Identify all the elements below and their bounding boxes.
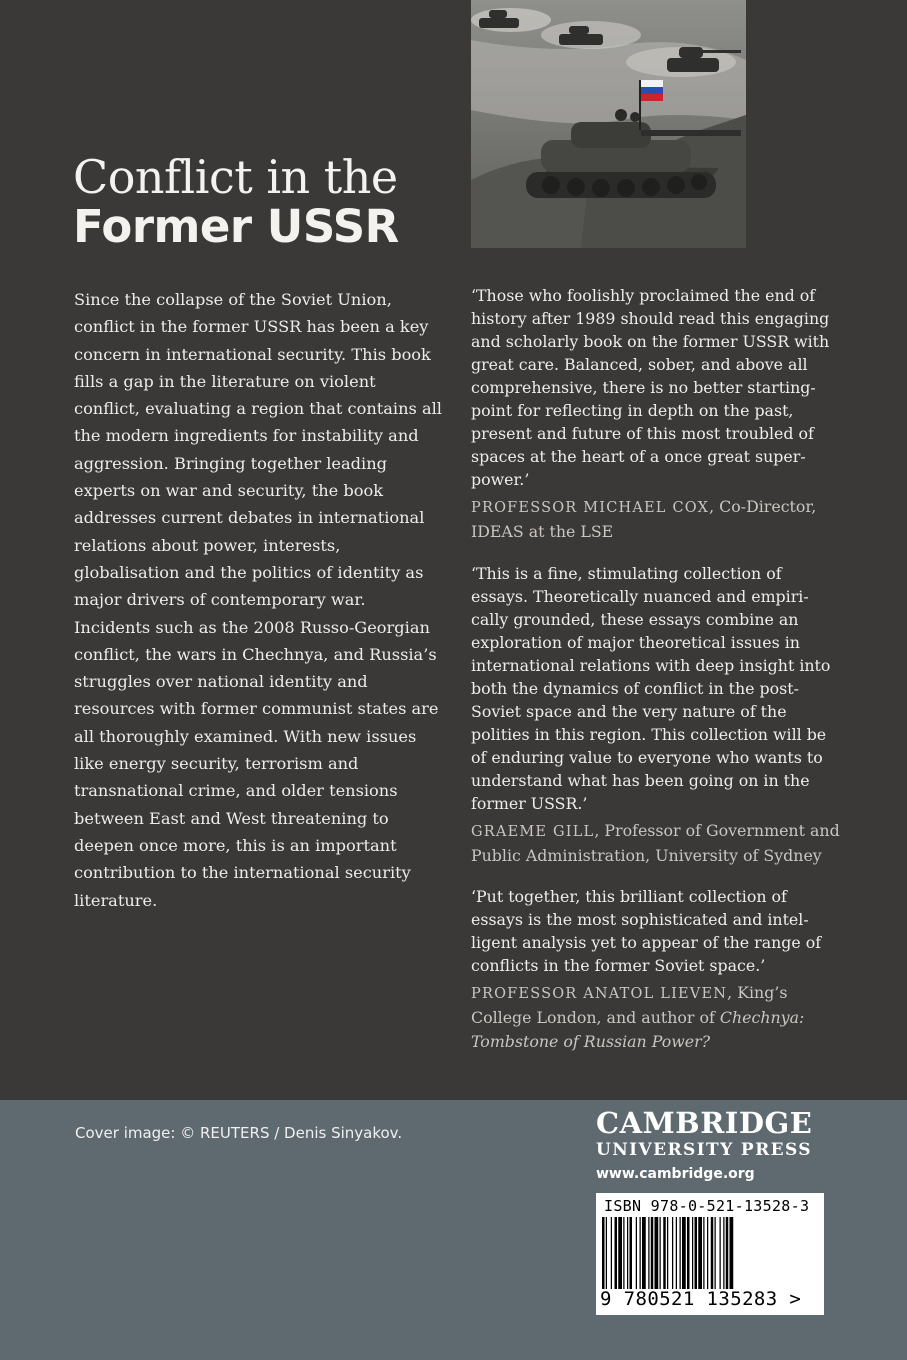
barcode-number: 9 780521 135283 > (600, 1288, 802, 1310)
publisher-name: CAMBRIDGE (596, 1106, 813, 1140)
cover-photo (471, 0, 746, 248)
isbn-label: ISBN 978-0-521-13528-3 (604, 1197, 810, 1215)
endorser-affiliation: , Co-Director, IDEAS at the LSE (471, 497, 817, 542)
endorser-affiliation: , Professor of Government and Public Administration, University of Sydney (471, 820, 840, 865)
endorsement-attribution (471, 981, 841, 1053)
cover-image-credit: Cover image: © REUTERS / Denis Sinyakov. (75, 1124, 403, 1142)
endorsement-1 (471, 284, 841, 544)
endorser-affiliation: , King’s College London, and author of (471, 983, 788, 1028)
endorser-name: PROFESSOR ANATOL LIEVEN (471, 986, 728, 1003)
endorsement-3 (471, 885, 841, 1053)
endorser-name: GRAEME GILL (471, 823, 595, 840)
barcode-icon (602, 1217, 818, 1289)
isbn-barcode (596, 1193, 824, 1315)
endorser-name: PROFESSOR MICHAEL COX (471, 500, 710, 516)
endorsement-text: ‘This is a fine, stimulating collection of essays. Theoretically nuanced and empiri-cally grounded, these essays combine an exploration of major theoretical issues in international relations with deep insight into both the dynamics of conflict in the post-Soviet space and the very nature of the polities in this region. This collection will be of enduring value to everyone who wants to understand what has been going on in the former USSR.’ (471, 563, 831, 813)
endorsement-attribution (471, 495, 841, 544)
tank-photo-icon (471, 0, 746, 248)
endorsement-2 (471, 562, 841, 868)
cited-book-title: Chechnya: Tombstone of Russian Power? (471, 1008, 805, 1051)
publisher-url[interactable]: www.cambridge.org (596, 1166, 755, 1182)
title-line-1: Conflict in the (73, 150, 398, 204)
title-line-2: Former USSR (73, 200, 399, 253)
endorsement-text: ‘Put together, this brilliant collection of essays is the most sophisticated and intel-ligent analysis yet to appear of the range of conflicts in the former Soviet space.’ (471, 887, 822, 976)
publisher-subname: UNIVERSITY PRESS (596, 1140, 812, 1160)
publisher-logo (596, 1106, 826, 1187)
endorsement-text: ‘Those who foolishly proclaimed the end of history after 1989 should read this engaging and scholarly book on the former USSR with great care. Balanced, sober, and above all comprehensive, there is no better starting-point for reflecting in depth on the past, present and future of this most troubled of spaces at the heart of a once great super-power.’ (471, 286, 830, 489)
endorsements (471, 284, 841, 1071)
endorsement-attribution (471, 819, 841, 868)
book-title (73, 152, 453, 252)
book-blurb: Since the collapse of the Soviet Union, conflict in the former USSR has been a key concern in international security. This book fills a gap in the literature on violent conflict, evaluating a region that contains all the modern ingredients for instability and aggression. Bringing together leading experts on war and security, the book addresses current debates in international relations about power, interests, globalisation and the politics of identity as major drivers of contemporary war. Incidents such as the 2008 Russo-Georgian conflict, the wars in Chechnya, and Russia’s struggles over national identity and resources with former communist states are all thoroughly examined. With new issues like energy security, terrorism and transnational crime, and older tensions between East and West threatening to deepen once more, this is an important contribution to the international security literature. (74, 290, 442, 910)
